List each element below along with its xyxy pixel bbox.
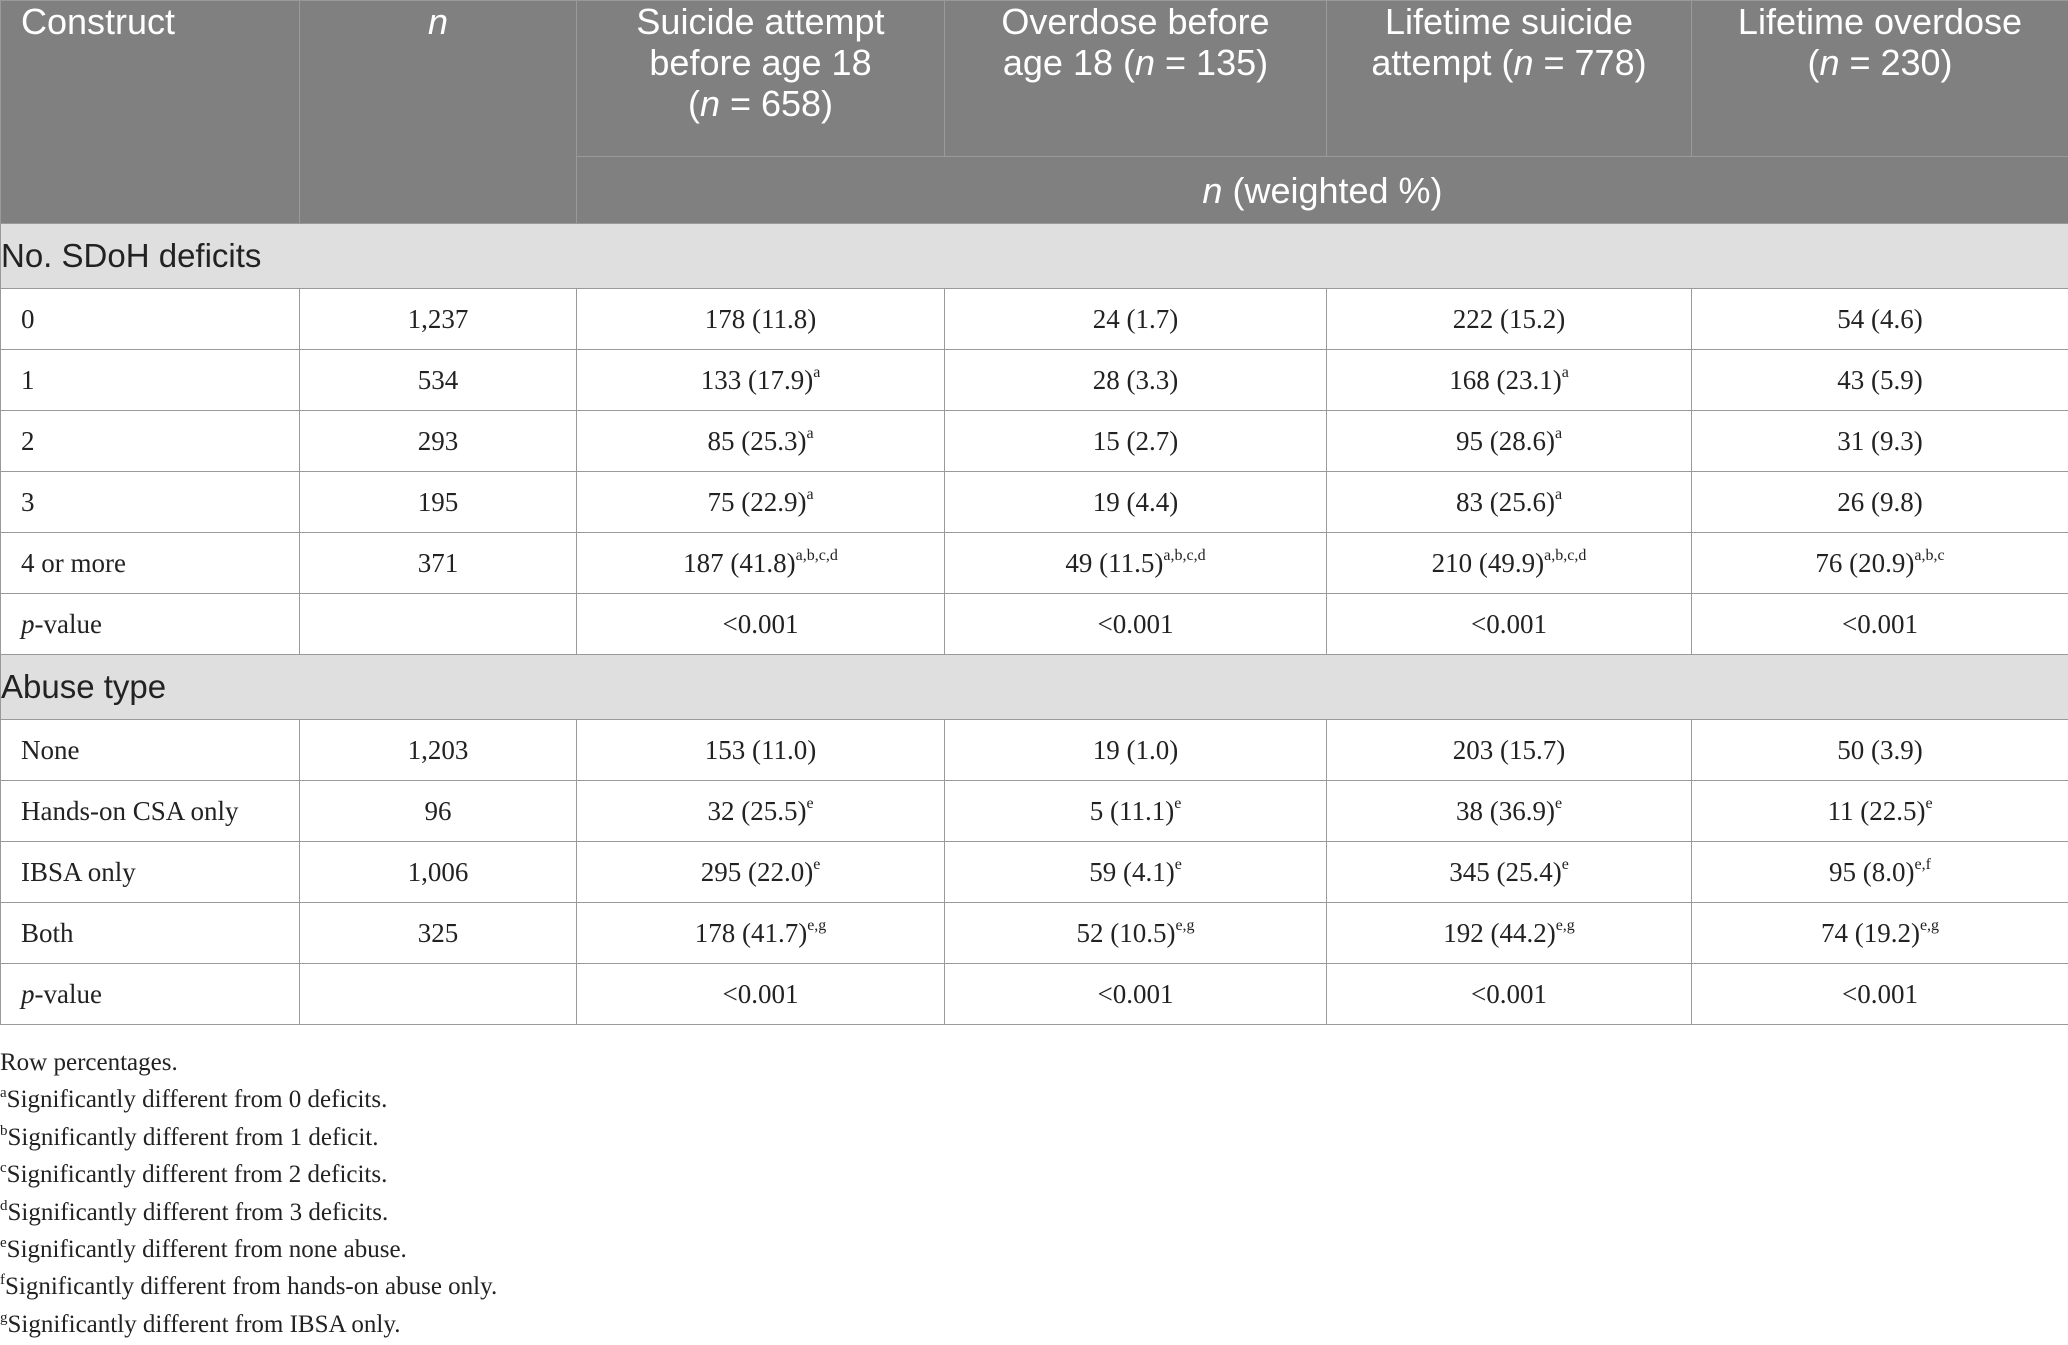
data-cell — [577, 720, 945, 781]
cell-value: 24 (1.7) — [1092, 303, 1179, 334]
cell-value: 83 (25.6) — [1455, 486, 1555, 517]
significance-marker: e — [1174, 855, 1182, 873]
significance-marker: e,g — [1919, 916, 1940, 934]
data-cell — [1327, 472, 1692, 533]
table-row — [1, 350, 2068, 411]
row-label: Hands-on CSA only — [1, 781, 300, 842]
data-cell — [577, 411, 945, 472]
cell-value: 28 (3.3) — [1092, 364, 1179, 395]
significance-marker: a,b,c,d — [1544, 546, 1587, 564]
pvalue-cell: <0.001 — [1327, 964, 1692, 1025]
cell-value: 19 (4.4) — [1092, 486, 1179, 517]
significance-marker: e — [1925, 794, 1933, 812]
cell-value: 295 (22.0) — [700, 856, 814, 887]
table-row — [1, 411, 2068, 472]
pvalue-row — [1, 594, 2068, 655]
cell-value: 203 (15.7) — [1452, 734, 1566, 765]
footnotes — [0, 1044, 2068, 1343]
section-title: Abuse type — [1, 655, 2068, 720]
header-n: n — [300, 1, 577, 224]
data-cell — [945, 350, 1327, 411]
row-label: 4 or more — [1, 533, 300, 594]
row-n: 293 — [300, 411, 577, 472]
footnote-text: Significantly different from none abuse. — [6, 1236, 407, 1264]
cell-value: 52 (10.5) — [1076, 917, 1176, 948]
cell-value: 49 (11.5) — [1065, 547, 1164, 578]
table-row — [1, 781, 2068, 842]
significance-marker: e — [1561, 855, 1569, 873]
data-cell — [1327, 781, 1692, 842]
significance-marker: a — [1554, 424, 1563, 442]
cell-value: 187 (41.8) — [683, 547, 796, 578]
header-col-overdose-before-18: Overdose before age 18 (n = 135) — [945, 1, 1327, 157]
pvalue-cell: <0.001 — [1692, 594, 2068, 655]
cell-value: 32 (25.5) — [707, 795, 807, 826]
footnote-marker: f — [0, 1272, 5, 1289]
section-row — [1, 224, 2068, 289]
header-col-lifetime-suicide: Lifetime suicide attempt (n = 778) — [1327, 1, 1692, 157]
row-label: 0 — [1, 289, 300, 350]
data-cell — [577, 842, 945, 903]
header-col-suicide-before-18: Suicide attempt before age 18 (n = 658) — [577, 1, 945, 157]
significance-marker: e — [806, 794, 814, 812]
row-label: None — [1, 720, 300, 781]
row-label: Both — [1, 903, 300, 964]
cell-value: 5 (11.1) — [1089, 795, 1175, 826]
significance-marker: e,g — [807, 916, 827, 934]
row-n: 325 — [300, 903, 577, 964]
data-cell — [1327, 720, 1692, 781]
data-cell — [577, 903, 945, 964]
cell-value: 168 (23.1) — [1449, 364, 1562, 395]
cell-value: 210 (49.9) — [1431, 547, 1545, 578]
table-row — [1, 472, 2068, 533]
significance-marker: e — [1174, 794, 1182, 812]
pvalue-cell: <0.001 — [945, 964, 1327, 1025]
data-cell — [1692, 411, 2068, 472]
significance-marker: a,b,c,d — [795, 546, 838, 564]
pvalue-label: p-value — [1, 594, 300, 655]
cell-value: 76 (20.9) — [1815, 547, 1915, 578]
data-cell — [1692, 533, 2068, 594]
header-weighted-percent: n (weighted %) — [577, 157, 2068, 224]
data-cell — [1692, 289, 2068, 350]
significance-marker: a,b,c — [1914, 546, 1945, 564]
data-cell — [1692, 350, 2068, 411]
cell-value: 19 (1.0) — [1092, 734, 1179, 765]
data-cell — [1327, 533, 1692, 594]
cell-value: 31 (9.3) — [1837, 425, 1923, 456]
table-row — [1, 533, 2068, 594]
row-n: 1,237 — [300, 289, 577, 350]
header-col-lifetime-overdose: Lifetime overdose (n = 230) — [1692, 1, 2068, 157]
footnote-marker: c — [0, 1160, 7, 1177]
data-cell — [945, 781, 1327, 842]
data-cell — [577, 289, 945, 350]
data-cell — [1327, 842, 1692, 903]
section-row — [1, 655, 2068, 720]
cell-value: 85 (25.3) — [707, 425, 807, 456]
data-cell — [577, 350, 945, 411]
significance-marker: a,b,c,d — [1163, 546, 1206, 564]
cell-value: 153 (11.0) — [704, 734, 817, 765]
footnote — [0, 1119, 2068, 1156]
data-cell — [1327, 289, 1692, 350]
data-cell — [945, 720, 1327, 781]
cell-value: 133 (17.9) — [700, 364, 814, 395]
pvalue-label: p-value — [1, 964, 300, 1025]
cell-value: 15 (2.7) — [1092, 425, 1179, 456]
pvalue-cell: <0.001 — [577, 964, 945, 1025]
cell-value: 43 (5.9) — [1837, 364, 1923, 395]
footnote — [0, 1268, 2068, 1305]
row-n: 195 — [300, 472, 577, 533]
footnote — [0, 1231, 2068, 1268]
footnote-text: Row percentages. — [0, 1049, 178, 1076]
pvalue-cell: <0.001 — [1692, 964, 2068, 1025]
significance-marker: e — [1554, 794, 1563, 812]
cell-value: 26 (9.8) — [1837, 486, 1923, 517]
data-cell — [1692, 720, 2068, 781]
cell-value: 192 (44.2) — [1443, 917, 1556, 948]
data-cell — [945, 472, 1327, 533]
data-cell — [1692, 472, 2068, 533]
data-cell — [1692, 842, 2068, 903]
cell-value: 222 (15.2) — [1452, 303, 1566, 334]
significance-marker: a — [806, 424, 814, 442]
header-row — [1, 1, 2068, 157]
cell-value: 11 (22.5) — [1827, 795, 1926, 826]
footnote-text: Significantly different from 3 deficits. — [7, 1198, 389, 1226]
cell-value: 54 (4.6) — [1837, 303, 1923, 334]
row-n: 96 — [300, 781, 577, 842]
significance-marker: a — [1561, 363, 1569, 381]
data-cell — [945, 533, 1327, 594]
cell-value: 95 (8.0) — [1829, 856, 1915, 887]
footnote — [0, 1306, 2068, 1343]
data-cell — [1692, 781, 2068, 842]
significance-marker: e,g — [1175, 916, 1195, 934]
cell-value: 38 (36.9) — [1455, 795, 1555, 826]
significance-marker: e,f — [1914, 855, 1931, 873]
footnote-marker: e — [0, 1235, 7, 1252]
data-cell — [1692, 903, 2068, 964]
header-construct: Construct — [1, 1, 300, 224]
significance-marker: a — [806, 485, 814, 503]
footnote — [0, 1081, 2068, 1118]
pvalue-row — [1, 964, 2068, 1025]
significance-marker: a — [813, 363, 821, 381]
footnote-marker: a — [0, 1085, 7, 1102]
data-cell — [1327, 903, 1692, 964]
footnote — [0, 1044, 2068, 1081]
footnote — [0, 1156, 2068, 1193]
cell-value: 178 (41.7) — [694, 917, 808, 948]
footnote-marker: d — [0, 1197, 8, 1214]
data-cell — [945, 289, 1327, 350]
row-label: 1 — [1, 350, 300, 411]
data-cell — [945, 411, 1327, 472]
significance-marker: e,g — [1555, 916, 1575, 934]
cell-value: 75 (22.9) — [707, 486, 807, 517]
cell-value: 345 (25.4) — [1449, 856, 1562, 887]
row-n: 1,203 — [300, 720, 577, 781]
footnote-text: Significantly different from 2 deficits. — [6, 1161, 388, 1189]
row-n: 534 — [300, 350, 577, 411]
row-label: 3 — [1, 472, 300, 533]
row-label: 2 — [1, 411, 300, 472]
table-row — [1, 903, 2068, 964]
data-cell — [945, 842, 1327, 903]
data-cell — [1327, 350, 1692, 411]
data-cell — [577, 533, 945, 594]
row-n: 371 — [300, 533, 577, 594]
table-row — [1, 842, 2068, 903]
footnote-marker: b — [0, 1122, 8, 1139]
data-cell — [577, 781, 945, 842]
table-row — [1, 720, 2068, 781]
cell-value: 74 (19.2) — [1820, 917, 1920, 948]
data-cell — [1327, 411, 1692, 472]
row-label: IBSA only — [1, 842, 300, 903]
row-n: 1,006 — [300, 842, 577, 903]
cell-value: 59 (4.1) — [1089, 856, 1175, 887]
data-cell — [577, 472, 945, 533]
footnote-marker: g — [0, 1309, 8, 1326]
significance-marker: a — [1554, 485, 1563, 503]
data-cell — [945, 903, 1327, 964]
pvalue-cell: <0.001 — [577, 594, 945, 655]
pvalue-n-empty — [300, 594, 577, 655]
section-title: No. SDoH deficits — [1, 224, 2068, 289]
footnote-text: Significantly different from IBSA only. — [7, 1310, 401, 1338]
pvalue-cell: <0.001 — [945, 594, 1327, 655]
significance-marker: e — [813, 855, 821, 873]
footnote-text: Significantly different from 0 deficits. — [6, 1086, 388, 1114]
footnote-text: Significantly different from hands-on abuse only. — [5, 1273, 498, 1301]
cell-value: 95 (28.6) — [1455, 425, 1555, 456]
pvalue-n-empty — [300, 964, 577, 1025]
pvalue-cell: <0.001 — [1327, 594, 1692, 655]
footnote — [0, 1194, 2068, 1231]
cell-value: 178 (11.8) — [704, 303, 817, 334]
table-row — [1, 289, 2068, 350]
footnote-text: Significantly different from 1 deficit. — [7, 1123, 379, 1151]
cell-value: 50 (3.9) — [1837, 734, 1923, 765]
